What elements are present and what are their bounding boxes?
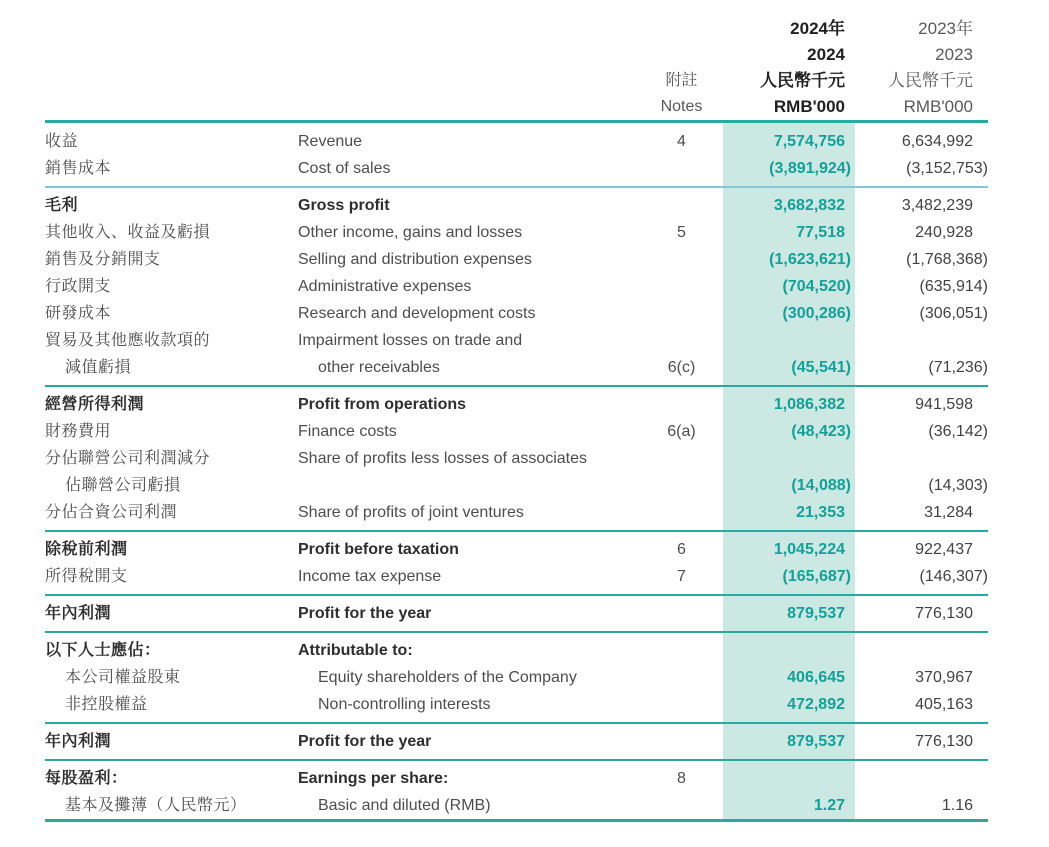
label-chinese: 銷售成本 <box>45 160 112 177</box>
value-2024: 472,892 <box>723 691 855 718</box>
label-chinese: 佔聯營公司虧損 <box>65 477 181 494</box>
value-2024: 406,645 <box>723 664 855 691</box>
section-rule <box>45 627 988 637</box>
rule-line <box>45 631 988 633</box>
note-reference <box>658 728 723 755</box>
value-2023: 776,130 <box>915 605 973 622</box>
rule-line <box>45 722 988 724</box>
label-chinese: 基本及攤薄（人民幣元） <box>65 797 247 814</box>
table-row <box>45 300 988 327</box>
value-2023: 1.16 <box>941 797 973 814</box>
note-reference <box>658 246 723 273</box>
label-chinese: 年內利潤 <box>45 605 112 622</box>
value-2024: 7,574,756 <box>723 128 855 155</box>
label-english: Impairment losses on trade and <box>298 332 523 349</box>
rule-line <box>45 385 988 387</box>
note-reference: 5 <box>677 224 686 241</box>
label-chinese: 每股盈利： <box>45 770 128 787</box>
note-reference <box>658 192 723 219</box>
value-2023: (635,914) <box>919 278 988 295</box>
table-row <box>45 691 988 718</box>
value-2024 <box>723 765 855 792</box>
table-row <box>45 563 988 590</box>
value-2023: (146,307) <box>919 568 988 585</box>
label-english: Revenue <box>298 133 363 150</box>
value-2023: 370,967 <box>915 669 973 686</box>
value-2023: 6,634,992 <box>901 133 973 150</box>
label-chinese: 以下人士應佔： <box>45 642 161 659</box>
value-2023: (71,236) <box>928 359 988 376</box>
table-body <box>45 120 988 822</box>
header-2024-currency-cn: 人民幣千元 <box>760 71 845 90</box>
label-chinese: 本公司權益股東 <box>65 669 181 686</box>
value-2024: (45,541) <box>723 354 855 381</box>
income-statement-table <box>45 16 988 822</box>
value-2024: 1.27 <box>723 792 855 819</box>
table-row <box>45 128 988 155</box>
note-reference <box>658 499 723 526</box>
header-2024-currency: RMB'000 <box>773 97 845 116</box>
value-2023: 941,598 <box>915 396 973 413</box>
rule-line <box>45 819 988 822</box>
note-reference <box>658 664 723 691</box>
value-2023 <box>855 765 988 792</box>
header-2024-year-cn: 2024年 <box>790 19 845 38</box>
label-english: Profit before taxation <box>298 541 459 558</box>
header-2023-currency-cn: 人民幣千元 <box>888 71 973 90</box>
table-row <box>45 499 988 526</box>
label-english: Attributable to: <box>298 642 413 659</box>
value-2024: (1,623,621) <box>723 246 855 273</box>
section-rule <box>45 182 988 192</box>
value-2024 <box>723 445 855 472</box>
value-2024: (48,423) <box>723 418 855 445</box>
table-row <box>45 600 988 627</box>
label-english: Profit for the year <box>298 605 432 622</box>
value-2023: (306,051) <box>919 305 988 322</box>
rule-line <box>45 120 988 123</box>
label-chinese: 分佔合資公司利潤 <box>45 504 178 521</box>
label-english: Basic and diluted (RMB) <box>318 797 491 814</box>
label-chinese: 財務費用 <box>45 423 112 440</box>
table-row <box>45 792 988 819</box>
rule-line <box>45 530 988 532</box>
table-row <box>45 728 988 755</box>
label-english: Research and development costs <box>298 305 536 322</box>
note-reference: 6(c) <box>667 359 696 376</box>
rule-line <box>45 594 988 596</box>
label-chinese: 經營所得利潤 <box>45 396 145 413</box>
value-2024: 1,045,224 <box>723 536 855 563</box>
label-english: Administrative expenses <box>298 278 472 295</box>
table-row <box>45 246 988 273</box>
section-rule <box>45 526 988 536</box>
header-line-year-en <box>45 42 988 68</box>
label-english: Share of profits less losses of associates <box>298 450 588 467</box>
note-reference <box>658 300 723 327</box>
label-chinese: 其他收入、收益及虧損 <box>45 224 211 241</box>
note-reference <box>658 637 723 664</box>
note-reference <box>658 155 723 182</box>
note-reference: 6 <box>677 541 686 558</box>
label-english: Gross profit <box>298 197 390 214</box>
label-chinese: 非控股權益 <box>65 696 148 713</box>
label-english: Share of profits of joint ventures <box>298 504 524 521</box>
table-row <box>45 445 988 472</box>
value-2023: (36,142) <box>928 423 988 440</box>
label-chinese: 分佔聯營公司利潤減分 <box>45 450 211 467</box>
note-reference <box>658 792 723 819</box>
section-rule <box>45 381 988 391</box>
section-rule <box>45 755 988 765</box>
label-english: Cost of sales <box>298 160 391 177</box>
rule-line <box>45 186 988 188</box>
value-2023: (1,768,368) <box>906 251 988 268</box>
label-chinese: 銷售及分銷開支 <box>45 251 161 268</box>
value-2023: (14,303) <box>928 477 988 494</box>
label-english: Equity shareholders of the Company <box>318 669 577 686</box>
note-reference: 7 <box>677 568 686 585</box>
table-row <box>45 192 988 219</box>
table-row <box>45 536 988 563</box>
table-row <box>45 472 988 499</box>
value-2024: (165,687) <box>723 563 855 590</box>
value-2024: 77,518 <box>723 219 855 246</box>
value-2024: (3,891,924) <box>723 155 855 182</box>
value-2024: 879,537 <box>723 728 855 755</box>
label-chinese: 除稅前利潤 <box>45 541 128 558</box>
section-rule <box>45 718 988 728</box>
table-row <box>45 664 988 691</box>
header-line-currency-cn <box>45 68 988 94</box>
note-reference <box>658 691 723 718</box>
value-2024 <box>723 327 855 354</box>
note-reference <box>658 445 723 472</box>
header-notes-en: Notes <box>660 98 703 115</box>
value-2023 <box>855 327 988 354</box>
label-chinese: 收益 <box>45 133 79 150</box>
label-chinese: 行政開支 <box>45 278 112 295</box>
label-english: Finance costs <box>298 423 397 440</box>
section-rule <box>45 120 988 128</box>
label-chinese: 所得稅開支 <box>45 568 128 585</box>
value-2023: 31,284 <box>924 504 973 521</box>
label-english: Income tax expense <box>298 568 442 585</box>
label-english: Profit from operations <box>298 396 467 413</box>
table-header <box>45 16 988 120</box>
value-2024: 879,537 <box>723 600 855 627</box>
note-reference <box>658 327 723 354</box>
value-2024: (14,088) <box>723 472 855 499</box>
value-2024: 21,353 <box>723 499 855 526</box>
section-rule <box>45 590 988 600</box>
label-chinese: 研發成本 <box>45 305 112 322</box>
rule-line <box>45 759 988 761</box>
note-reference: 8 <box>677 770 686 787</box>
table-row <box>45 391 988 418</box>
value-2023: 240,928 <box>915 224 973 241</box>
label-chinese: 減值虧損 <box>65 359 132 376</box>
label-chinese: 貿易及其他應收款項的 <box>45 332 211 349</box>
section-rule <box>45 819 988 822</box>
note-reference <box>658 391 723 418</box>
label-english: Selling and distribution expenses <box>298 251 532 268</box>
label-english: Non-controlling interests <box>318 696 491 713</box>
header-2023-year: 2023 <box>935 45 973 64</box>
header-2024-year: 2024 <box>807 45 845 64</box>
note-reference <box>658 472 723 499</box>
header-line-year-cn <box>45 16 988 42</box>
label-chinese: 年內利潤 <box>45 733 112 750</box>
label-english: Other income, gains and losses <box>298 224 523 241</box>
label-chinese: 毛利 <box>45 197 79 214</box>
table-row <box>45 765 988 792</box>
value-2023 <box>855 445 988 472</box>
table-row <box>45 637 988 664</box>
label-english <box>298 472 658 499</box>
header-line-currency-en <box>45 94 988 120</box>
value-2023: 776,130 <box>915 733 973 750</box>
value-2024: 3,682,832 <box>723 192 855 219</box>
header-2023-year-cn: 2023年 <box>918 19 973 38</box>
value-2024: (704,520) <box>723 273 855 300</box>
label-english: Profit for the year <box>298 733 432 750</box>
note-reference: 6(a) <box>667 423 696 440</box>
table-row <box>45 273 988 300</box>
value-2023: 3,482,239 <box>901 197 973 214</box>
value-2023: 405,163 <box>915 696 973 713</box>
table-row <box>45 327 988 354</box>
value-2024 <box>723 637 855 664</box>
table-row <box>45 418 988 445</box>
note-reference <box>658 273 723 300</box>
table-row <box>45 354 988 381</box>
header-notes-cn: 附註 <box>665 72 698 89</box>
value-2024: 1,086,382 <box>723 391 855 418</box>
value-2023: (3,152,753) <box>906 160 988 177</box>
value-2023 <box>855 637 988 664</box>
value-2023: 922,437 <box>915 541 973 558</box>
table-row <box>45 219 988 246</box>
note-reference <box>658 600 723 627</box>
value-2024: (300,286) <box>723 300 855 327</box>
table-row <box>45 155 988 182</box>
header-2023-currency: RMB'000 <box>903 97 973 116</box>
label-english: other receivables <box>318 359 440 376</box>
label-english: Earnings per share: <box>298 770 449 787</box>
note-reference: 4 <box>677 133 686 150</box>
